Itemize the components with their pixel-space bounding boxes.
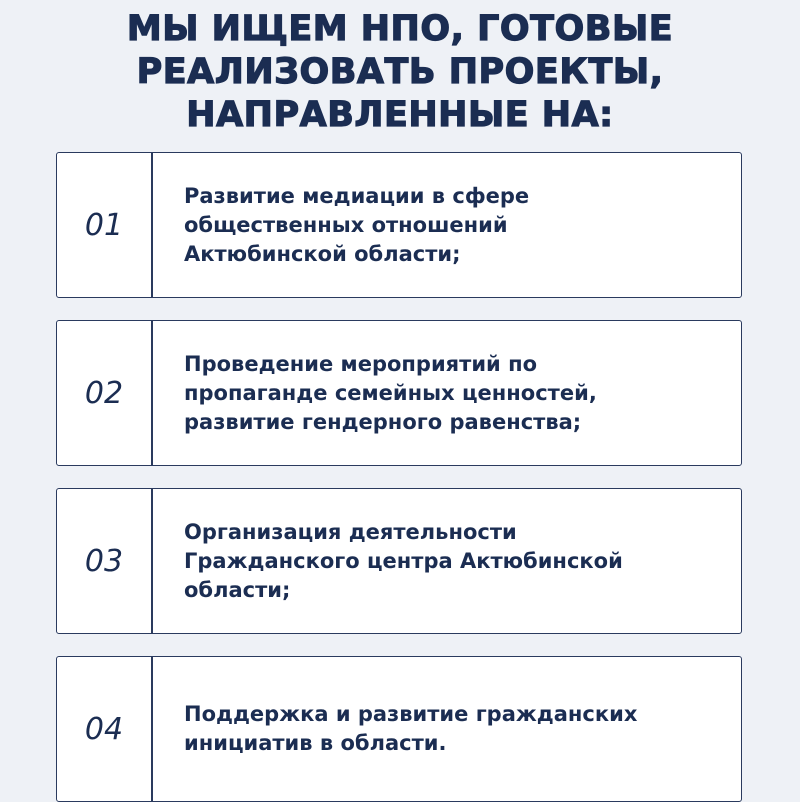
item-text-line: области; — [184, 577, 291, 602]
page-title — [0, 8, 800, 137]
item-text — [184, 321, 721, 465]
item-text — [184, 489, 721, 633]
item-text — [184, 153, 721, 297]
item-text-line: Актюбинской области; — [184, 241, 461, 266]
item-card-01 — [56, 152, 742, 298]
item-text-line: развитие гендерного равенства; — [184, 409, 582, 434]
item-number: 01 — [84, 207, 124, 243]
card-divider — [151, 321, 153, 465]
item-text-line: Поддержка и развитие гражданских — [184, 702, 638, 726]
item-text-line: Организация деятельности — [184, 519, 517, 544]
item-number: 04 — [84, 711, 124, 747]
item-number: 02 — [84, 375, 124, 411]
item-text — [184, 657, 721, 801]
item-text-line: Проведение мероприятий по — [184, 351, 538, 376]
card-divider — [151, 489, 153, 633]
item-text-line: пропаганде семейных ценностей, — [184, 380, 597, 405]
item-card-02 — [56, 320, 742, 466]
item-card-03 — [56, 488, 742, 634]
item-text-line: общественных отношений — [184, 212, 508, 237]
item-number: 03 — [84, 543, 124, 579]
item-text-line: Развитие медиации в сфере — [184, 183, 530, 208]
title-line-1: МЫ ИЩЕМ НПО, ГОТОВЫЕ — [126, 9, 674, 49]
card-divider — [151, 153, 153, 297]
card-divider — [151, 657, 153, 801]
item-card-04 — [56, 656, 742, 802]
title-line-3: НАПРАВЛЕННЫЕ НА: — [186, 95, 614, 135]
item-text-line: инициатив в области. — [184, 731, 447, 755]
title-line-2: РЕАЛИЗОВАТЬ ПРОЕКТЫ, — [136, 52, 664, 92]
item-text-line: Гражданского центра Актюбинской — [184, 548, 623, 573]
